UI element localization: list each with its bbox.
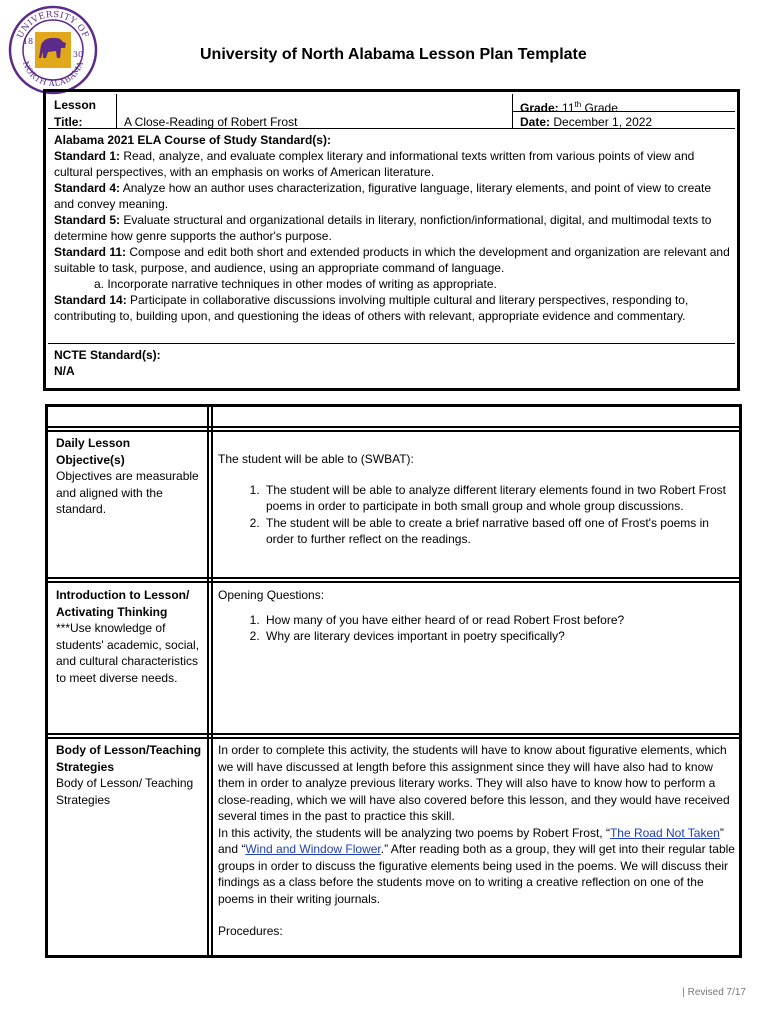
svg-text:NORTH ALABAMA: NORTH ALABAMA [20,60,86,89]
grade-number: 11 [562,101,575,115]
list-item: 2. The student will be able to create a brief narrative based off one of Frost's poems in order to further reflect on the readings. [263,515,733,548]
standard-item: Standard 4: Analyze how an author uses characterization, figurative language, literary elements, and point of view to create and convey meaning. [54,181,712,211]
date-field [520,114,652,130]
grade-label: Grade: [520,101,559,115]
svg-text:UNIVERSITY OF: UNIVERSITY OF [15,9,91,41]
ncte-value: N/A [54,364,75,378]
standard-item: Standard 5: Evaluate structural and organizational details in literary, nonfiction/informational, digital, and multimodal texts to determine how genre supports the author's purpose. [54,213,712,243]
lesson-label: Lesson [54,98,97,112]
objectives-list [218,482,733,548]
list-item: 2. Why are literary devices important in poetry specifically? [263,628,733,645]
university-seal-logo [8,5,98,95]
date-value: December 1, 2022 [553,115,653,129]
revision-footer: | Revised 7/17 [682,987,746,998]
standard-item: Standard 1: Read, analyze, and evaluate complex literary and informational texts written from various points of view and cultural perspectives, with an emphasis on works of American literature. [54,149,695,179]
standard-subitem: a. Incorporate narrative techniques in other modes of writing as appropriate. [94,277,497,291]
ncte-label: NCTE Standard(s): [54,348,161,362]
lesson-title: A Close-Reading of Robert Frost [124,115,298,129]
lesson-plan-table [45,404,742,958]
poem-link-road-not-taken[interactable]: The Road Not Taken [609,825,720,840]
objectives-content [218,451,733,548]
objectives-label: Daily Lesson Objective(s) Objectives are measurable and aligned with the standard. [56,436,199,516]
standard-item: Standard 11: Compose and edit both short and extended products in which the development and organization are relevant and suitable to task, purpose, and audience, using an appropriate command of language. [54,245,730,275]
objectives-intro: The student will be able to (SWBAT): [218,452,414,466]
procedures-label: Procedures: [218,924,283,938]
body-content [218,742,736,940]
lesson-overview-table [43,89,740,391]
title-label: Title: [54,115,83,129]
body-label: Body of Lesson/Teaching Strategies Body of Lesson/ Teaching Strategies [56,743,202,807]
document-title: University of North Alabama Lesson Plan Template [200,46,587,63]
svg-text:30: 30 [72,50,84,59]
introduction-list [218,612,733,645]
date-label: Date: [520,115,551,129]
list-item: 1. How many of you have either heard of or read Robert Frost before? [263,612,733,629]
grade-suffix: th [574,100,582,109]
grade-word: Grade [584,101,618,115]
body-paragraph-2: In this activity, the students will be analyzing two poems by Robert Frost, “The Road Not Taken” and “Wind and Window Flower.” After reading both as a group, they will get into their regular table groups in order to discuss the figurative elements being used in the poems. We will discuss their findings as a class before the students move on to writing a creative reflection on one of the poems in their writing journals. [218,825,735,906]
standards-section [54,132,734,324]
standards-heading: Alabama 2021 ELA Course of Study Standard(s): [54,133,331,147]
introduction-intro: Opening Questions: [218,588,325,602]
introduction-label: Introduction to Lesson/ Activating Thinking ***Use knowledge of students' academic, social, and cultural characteristics to meet diverse needs. [56,588,200,685]
list-item: 1. The student will be able to analyze different literary elements found in two Robert Frost poems in order to participate in both small group and whole group discussions. [263,482,733,515]
poem-link-wind-and-window-flower[interactable]: Wind and Window Flower [245,842,381,856]
body-paragraph-1: In order to complete this activity, the students will have to know about figurative elements, which we will have discussed at length before this assignment since they will have also had to know them in order to analyze previous literary works. They will also have to know how to perform a close-reading, which we will have also covered before this lesson, and they would have received several times in the past to practice this skill. [218,743,730,823]
standard-item: Standard 14: Participate in collaborative discussions involving multiple cultural and literary perspectives, responding to, contributing to, building upon, and questioning the ideas of others with relevant, appropriate evidence and commentary. [54,293,689,323]
introduction-content [218,587,733,645]
svg-text:18: 18 [22,37,34,46]
